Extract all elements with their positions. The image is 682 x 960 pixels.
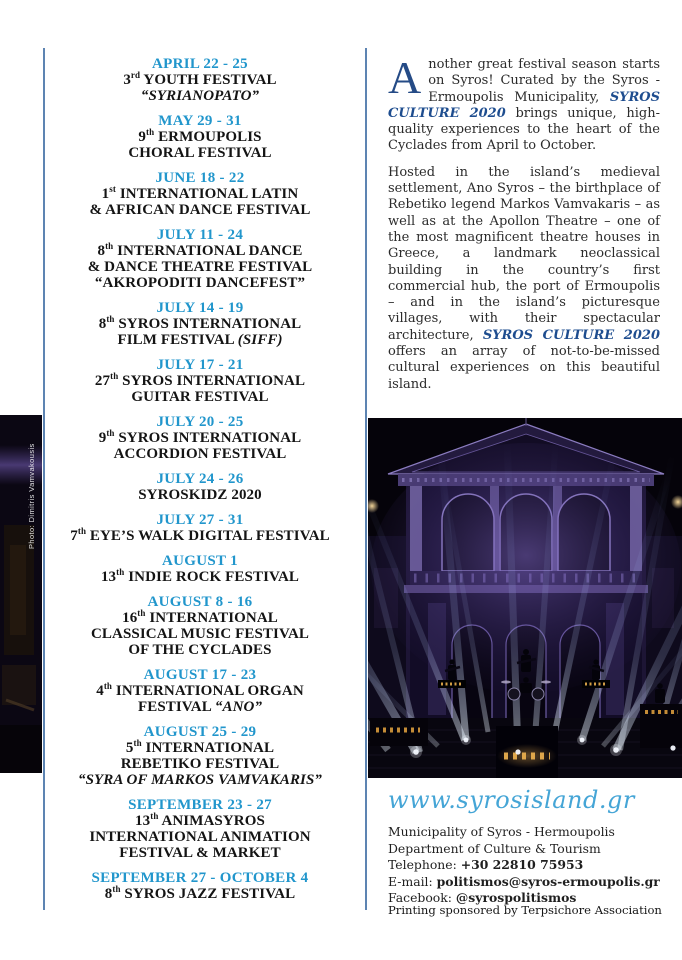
festival-entry (47, 300, 353, 348)
festival-name-line: INTERNATIONAL ANIMATION (89, 829, 311, 845)
festival-date: JULY 17 - 21 (156, 357, 244, 373)
festival-date: JULY 14 - 19 (156, 300, 244, 316)
festival-name-line: 8th INTERNATIONAL DANCE (97, 241, 303, 259)
festival-entry (47, 797, 353, 861)
festival-entry (47, 170, 353, 218)
drop-cap: A (388, 52, 422, 103)
festival-date: JULY 27 - 31 (156, 512, 244, 528)
festival-name-line: FILM FESTIVAL (SIFF) (117, 332, 283, 348)
intro-paragraph (388, 52, 661, 155)
festival-name-line: 9th SYROS INTERNATIONAL (98, 428, 302, 446)
stage-photo (368, 418, 682, 778)
festival-entry (47, 227, 353, 291)
festival-name-line: OF THE CYCLADES (128, 642, 272, 658)
festival-date: AUGUST 25 - 29 (143, 724, 257, 740)
festival-entry (47, 56, 353, 104)
festival-name-line: GUITAR FESTIVAL (131, 389, 269, 405)
festival-name-line: FESTIVAL “ANO” (137, 699, 263, 715)
festival-name-line: 27th SYROS INTERNATIONAL (94, 371, 306, 389)
festival-name-line: 1st INTERNATIONAL LATIN (101, 184, 299, 202)
contact-block (388, 824, 674, 907)
festival-date: SEPTEMBER 27 - OCTOBER 4 (91, 870, 309, 886)
festival-name-line: 4th INTERNATIONAL ORGAN (96, 681, 304, 699)
festival-entry (47, 724, 353, 788)
contact-line: Municipality of Syros - Hermoupolis (388, 824, 615, 839)
festival-entry (47, 512, 353, 544)
festival-name-line: “SYRIANOPATO” (140, 88, 260, 104)
festival-date: APRIL 22 - 25 (152, 56, 248, 72)
festival-date: JULY 11 - 24 (156, 227, 244, 243)
festival-name-line: 9th ERMOUPOLIS (138, 127, 262, 145)
intro-article (388, 52, 661, 403)
festival-date: JULY 24 - 26 (156, 471, 244, 487)
contact-line: Facebook: @syrospolitismos (388, 890, 577, 906)
website-url: www.syrosisland.gr (388, 786, 635, 814)
festival-name-line: FESTIVAL & MARKET (119, 845, 281, 861)
body-paragraph: Hosted in the island’s medieval settlement, Ano Syros – the birthplace of Rebetiko legend Markos Vamvakaris – as well as at the Apollon Theatre – one of the most magnificent theatre houses in Greece, a landmark neoclassical building in the country’s first commercial hub, the port of Ermoupolis – and in the island’s picturesque villages, with their spectacular architecture, SYROS CULTURE 2020 offers an array of not-to-be-missed cultural experiences on this beautiful island. (388, 164, 660, 392)
festival-schedule (47, 56, 353, 911)
contact-line: Telephone: +30 22810 75953 (388, 857, 584, 873)
festival-name-line: REBETIKO FESTIVAL (120, 756, 280, 772)
festival-date: AUGUST 1 (162, 553, 238, 569)
contact-line: Department of Culture & Tourism (388, 840, 601, 856)
printing-sponsor-note: Printing sponsored by Terpsichore Association (388, 903, 662, 917)
festival-name-line: 13th INDIE ROCK FESTIVAL (100, 567, 300, 585)
contact-line: E-mail: politismos@syros-ermoupolis.gr (388, 873, 660, 889)
left-column-rule (43, 48, 45, 910)
intro-paragraph-text: nother great festival season starts on Syros! Curated by the Syros - Ermoupolis Municipality, SYROS CULTURE 2020 brings unique, high-quality experiences to the heart of the Cyclades from April to October. (388, 57, 661, 154)
festival-name-line: 8th SYROS INTERNATIONAL (98, 314, 302, 332)
festival-name-line: CLASSICAL MUSIC FESTIVAL (90, 626, 310, 642)
festival-date: AUGUST 8 - 16 (147, 594, 253, 610)
festival-name-line: & DANCE THEATRE FESTIVAL (87, 259, 313, 275)
festival-name-line: 3rd YOUTH FESTIVAL (123, 70, 277, 88)
festival-date: JUNE 18 - 22 (155, 170, 245, 186)
photo-credit: Photo: Dimitris Vamvakousis (27, 443, 36, 549)
festival-name-line: “SYRA OF MARKOS VAMVAKARIS” (77, 772, 323, 788)
festival-entry (47, 594, 353, 658)
festival-name-line: & AFRICAN DANCE FESTIVAL (89, 202, 311, 218)
festival-name-line: 7th EYE’S WALK DIGITAL FESTIVAL (70, 526, 330, 544)
festival-entry (47, 553, 353, 585)
festival-date: SEPTEMBER 23 - 27 (128, 797, 272, 813)
festival-date: MAY 29 - 31 (158, 113, 242, 129)
festival-date: JULY 20 - 25 (156, 414, 244, 430)
festival-name-line: “AKROPODITI DANCEFEST” (94, 275, 306, 291)
column-divider-rule (365, 48, 367, 910)
festival-name-line: CHORAL FESTIVAL (128, 145, 272, 161)
festival-name-line: 13th ANIMASYROS (135, 811, 265, 829)
festival-name-line: SYROSKIDZ 2020 (138, 487, 262, 503)
festival-date: AUGUST 17 - 23 (143, 667, 257, 683)
festival-entry (47, 667, 353, 715)
festival-name-line: 16th INTERNATIONAL (122, 608, 278, 626)
festival-name-line: ACCORDION FESTIVAL (113, 446, 287, 462)
festival-entry (47, 113, 353, 161)
festival-entry (47, 357, 353, 405)
festival-entry (47, 471, 353, 503)
festival-name-line: 8th SYROS JAZZ FESTIVAL (104, 884, 296, 902)
festival-name-line: 5th INTERNATIONAL (125, 738, 275, 756)
festival-entry (47, 870, 353, 902)
festival-entry (47, 414, 353, 462)
